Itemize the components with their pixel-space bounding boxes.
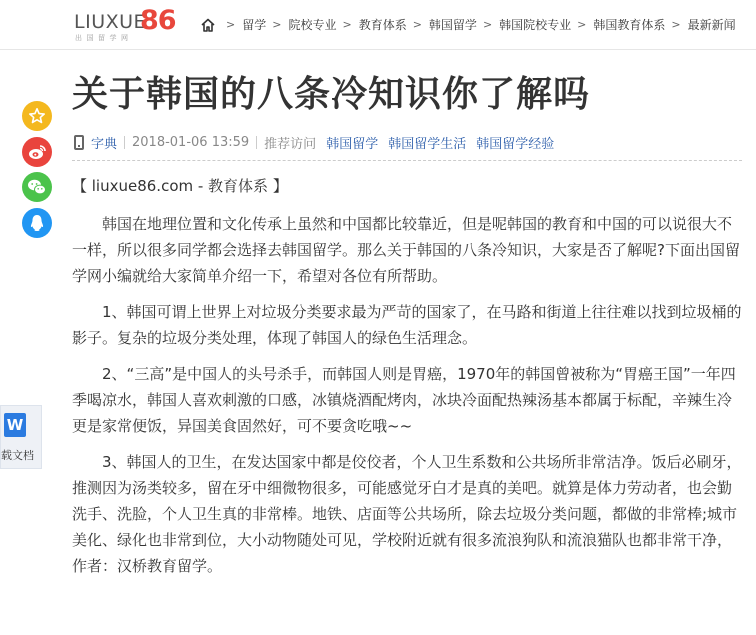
qq-icon[interactable]	[22, 208, 52, 238]
weibo-icon[interactable]	[22, 137, 52, 167]
logo-number: 86	[140, 5, 176, 36]
word-doc-icon: W	[4, 413, 26, 437]
wechat-icon[interactable]	[22, 172, 52, 202]
download-word-label: 载文档	[1, 449, 34, 462]
paragraph: 2、“三高”是中国人的头号杀手，而韩国人则是胃癌，1970年的韩国曾被称为“胃癌王国”一年四季喝凉水，韩国人喜欢刺激的口感，冰镇烧酒配烤肉，冰块冷面配热辣汤基本都属于标配，辛辣生冷更是家常便饭，异国美食固然好，可不要贪吃哦~~	[72, 365, 736, 435]
article-body	[72, 211, 744, 589]
breadcrumb-item[interactable]: 最新新闻	[687, 18, 736, 32]
chevron-right-icon: >	[412, 18, 422, 31]
paragraph: 3、韩国人的卫生，在发达国家中都是佼佼者，个人卫生系数和公共场所非常洁净。饭后必刷牙，推测因为汤类较多，留在牙中细微物很多，可能感觉牙白才是真的美吧。就算是体力劳动者，也会勤洗手、洗脸，个人卫生真的非常棒。地铁、店面等公共场所，除去垃圾分类问题，都做的非常棒;城市美化、绿化也非常到位，大小动物随处可见，学校附近就有很多流浪狗队和流浪猫队也都非常干净，作者：汉桥教育留学。	[72, 453, 742, 575]
chevron-right-icon: >	[482, 18, 493, 31]
chevron-right-icon: >	[272, 18, 282, 31]
meta-divider	[72, 160, 742, 161]
phone-icon	[74, 135, 84, 150]
chevron-right-icon: >	[577, 18, 587, 31]
tag-link[interactable]: 韩国留学生活	[388, 137, 467, 152]
divider	[124, 136, 125, 149]
chevron-right-icon: >	[671, 18, 681, 31]
breadcrumb	[200, 16, 736, 33]
logo-subtitle: 出国留学网	[75, 34, 133, 42]
publish-date: 2018-01-06 13:59	[132, 135, 250, 150]
breadcrumb-item[interactable]: 留学	[242, 18, 267, 32]
paragraph: 1、韩国可谓上世界上对垃圾分类要求最为严苛的国家了，在马路和街道上往往难以找到垃圾桶的影子。复杂的垃圾分类处理，体现了韩国人的绿色生活理念。	[72, 303, 742, 347]
breadcrumb-item[interactable]: 韩国院校专业	[499, 18, 572, 32]
breadcrumb-item[interactable]: 韩国留学	[428, 18, 477, 32]
logo-text: LIUXUE	[74, 11, 147, 33]
home-icon[interactable]	[200, 17, 216, 33]
star-icon[interactable]	[22, 101, 52, 131]
chevron-right-icon: >	[226, 18, 236, 31]
breadcrumb-item[interactable]: 院校专业	[288, 18, 337, 32]
author-link[interactable]: 字典	[91, 137, 118, 152]
article-source: 【 liuxue86.com - 教育体系 】	[72, 177, 288, 195]
chevron-right-icon: >	[342, 18, 352, 31]
breadcrumb-item[interactable]: 教育体系	[358, 18, 407, 32]
tag-link[interactable]: 韩国留学经验	[476, 137, 555, 152]
divider	[256, 136, 257, 149]
site-logo[interactable]	[74, 5, 184, 44]
article-meta	[74, 133, 554, 152]
tag-link[interactable]: 韩国留学	[326, 137, 379, 152]
download-word-button[interactable]	[0, 405, 42, 469]
recommend-label: 推荐访问	[264, 137, 317, 152]
breadcrumb-item[interactable]: 韩国教育体系	[593, 18, 666, 32]
top-navigation-bar	[0, 0, 756, 50]
paragraph: 韩国在地理位置和文化传承上虽然和中国都比较靠近，但是呢韩国的教育和中国的可以说很大不一样，所以很多同学都会选择去韩国留学。那么关于韩国的八条冷知识，大家是否了解呢?下面出国留学网小编就给大家简单介绍一下，希望对各位有所帮助。	[72, 215, 740, 285]
page-title: 关于韩国的八条冷知识你了解吗	[72, 74, 591, 115]
